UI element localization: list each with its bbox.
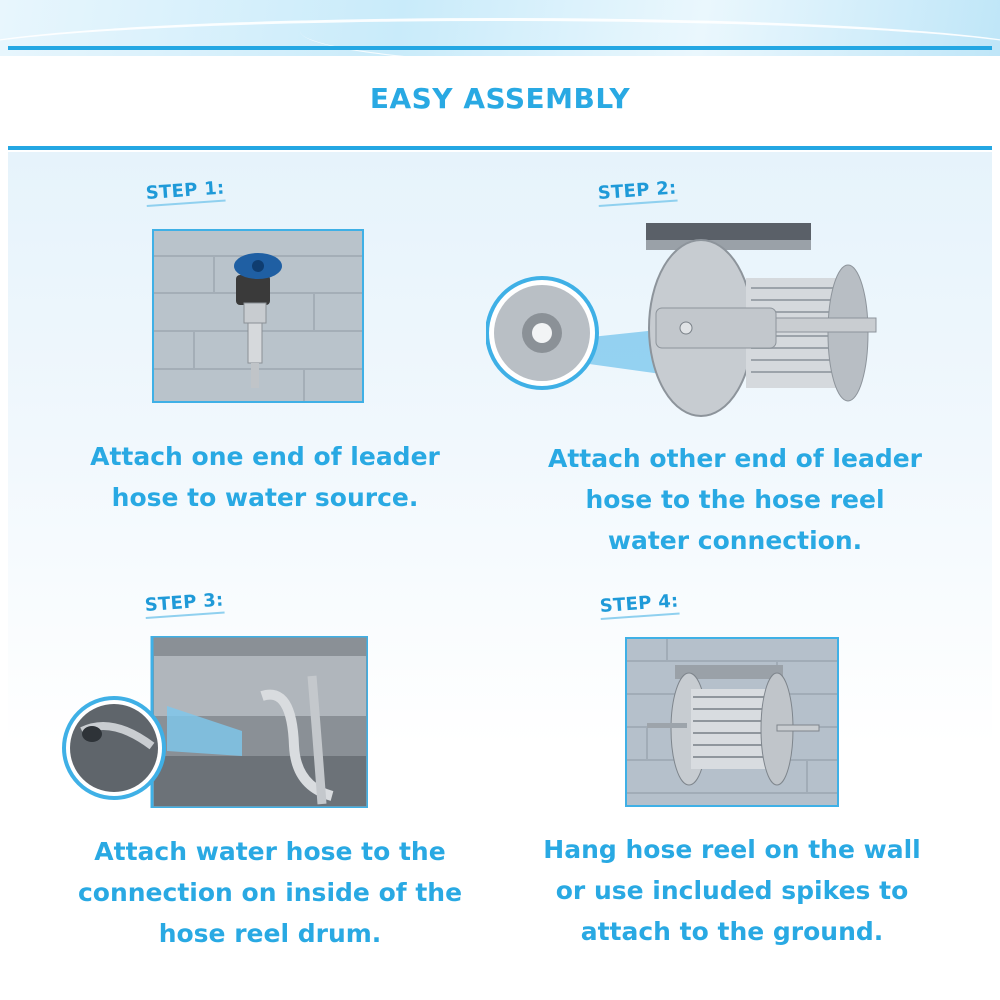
caption-line: attach to the ground. [580,917,884,946]
caption-line: Attach other end of leader [547,444,923,473]
step-4-photo-wall-mounted-reel [625,637,839,807]
step-2-label: STEP 2: [597,178,677,207]
step-2-caption [530,438,940,561]
step-3-photo-drum-connection [62,636,368,808]
caption-line: Attach one end of leader [90,442,440,471]
top-divider [8,46,992,50]
step-2-photo-hose-reel [486,218,888,430]
page-title: EASY ASSEMBLY [369,82,631,115]
caption-line: Attach water hose to the [94,837,446,866]
step-4-caption [527,829,937,952]
title-divider [8,146,992,150]
caption-line: connection on inside of the [77,878,463,907]
caption-line: hose to water source. [111,483,419,512]
step-1-photo-faucet [152,229,364,403]
step-4-label: STEP 4: [599,591,679,620]
caption-line: hose to the hose reel [585,485,885,514]
step-1-label: STEP 1: [145,178,225,207]
caption-line: hose reel drum. [158,919,382,948]
step-3-caption [60,831,480,954]
caption-line: or use included spikes to [555,876,909,905]
caption-line: water connection. [607,526,863,555]
step-1-caption [60,436,470,518]
caption-line: Hang hose reel on the wall [543,835,921,864]
step-3-label: STEP 3: [144,590,224,619]
